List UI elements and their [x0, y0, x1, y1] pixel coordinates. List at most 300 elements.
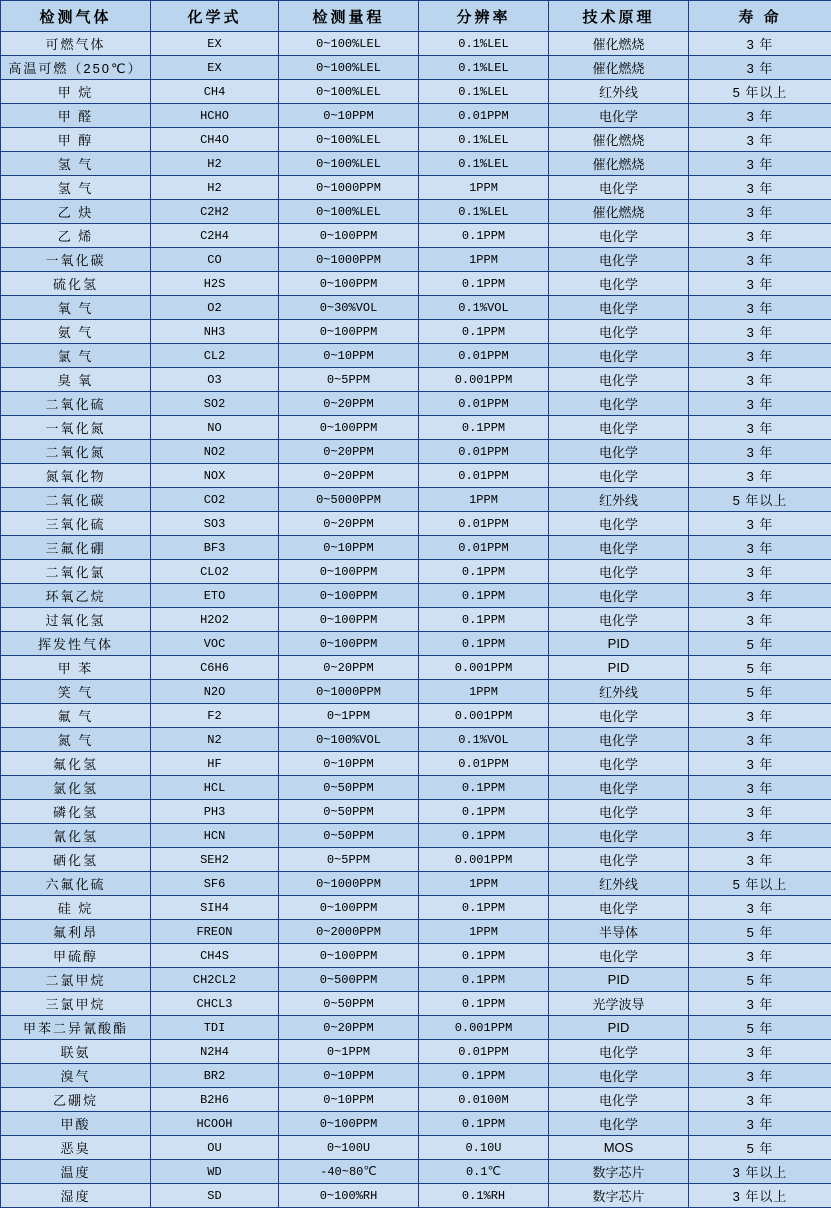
table-row: [1, 776, 831, 800]
cell-gas: 氨 气: [1, 320, 151, 344]
cell-resolution: 0.1%LEL: [419, 56, 549, 80]
cell-formula: PH3: [151, 800, 279, 824]
table-row: [1, 32, 831, 56]
cell-principle: 电化学: [549, 368, 689, 392]
cell-principle: 电化学: [549, 1064, 689, 1088]
cell-formula: C2H2: [151, 200, 279, 224]
cell-lifetime: 3 年: [689, 800, 831, 824]
cell-lifetime: 5 年以上: [689, 488, 831, 512]
cell-principle: 电化学: [549, 560, 689, 584]
cell-lifetime: 3 年: [689, 392, 831, 416]
cell-resolution: 0.01PPM: [419, 344, 549, 368]
cell-range: -40~80℃: [279, 1160, 419, 1184]
cell-principle: 红外线: [549, 488, 689, 512]
cell-lifetime: 5 年: [689, 680, 831, 704]
table-row: [1, 752, 831, 776]
cell-lifetime: 3 年: [689, 1040, 831, 1064]
cell-gas: 一氧化碳: [1, 248, 151, 272]
cell-lifetime: 3 年: [689, 296, 831, 320]
cell-formula: CO: [151, 248, 279, 272]
cell-lifetime: 3 年: [689, 704, 831, 728]
cell-range: 0~30%VOL: [279, 296, 419, 320]
cell-range: 0~100%LEL: [279, 128, 419, 152]
cell-principle: PID: [549, 632, 689, 656]
cell-principle: 电化学: [549, 896, 689, 920]
cell-resolution: 0.001PPM: [419, 704, 549, 728]
cell-resolution: 1PPM: [419, 176, 549, 200]
cell-lifetime: 5 年: [689, 1136, 831, 1160]
cell-range: 0~100PPM: [279, 632, 419, 656]
cell-range: 0~20PPM: [279, 512, 419, 536]
cell-range: 0~500PPM: [279, 968, 419, 992]
cell-lifetime: 3 年: [689, 560, 831, 584]
table-row: [1, 368, 831, 392]
cell-lifetime: 3 年: [689, 344, 831, 368]
cell-gas: 一氧化氮: [1, 416, 151, 440]
cell-principle: 电化学: [549, 320, 689, 344]
table-row: [1, 896, 831, 920]
cell-gas: 氮氧化物: [1, 464, 151, 488]
cell-gas: 乙硼烷: [1, 1088, 151, 1112]
cell-resolution: 0.001PPM: [419, 368, 549, 392]
cell-resolution: 1PPM: [419, 920, 549, 944]
table-row: [1, 560, 831, 584]
cell-principle: PID: [549, 968, 689, 992]
cell-gas: 甲 苯: [1, 656, 151, 680]
cell-principle: 催化燃烧: [549, 152, 689, 176]
cell-range: 0~10PPM: [279, 344, 419, 368]
table-row: [1, 344, 831, 368]
cell-range: 0~20PPM: [279, 1016, 419, 1040]
cell-range: 0~100%RH: [279, 1184, 419, 1208]
cell-principle: 电化学: [549, 584, 689, 608]
cell-formula: SO3: [151, 512, 279, 536]
cell-gas: 氟利昂: [1, 920, 151, 944]
table-row: [1, 248, 831, 272]
cell-principle: 电化学: [549, 392, 689, 416]
cell-resolution: 0.01PPM: [419, 752, 549, 776]
cell-range: 0~1000PPM: [279, 248, 419, 272]
cell-formula: CLO2: [151, 560, 279, 584]
cell-formula: CH4O: [151, 128, 279, 152]
cell-formula: CO2: [151, 488, 279, 512]
cell-principle: 电化学: [549, 512, 689, 536]
cell-lifetime: 5 年: [689, 920, 831, 944]
cell-lifetime: 3 年: [689, 992, 831, 1016]
cell-formula: O2: [151, 296, 279, 320]
table-row: [1, 584, 831, 608]
cell-lifetime: 3 年: [689, 176, 831, 200]
cell-formula: VOC: [151, 632, 279, 656]
cell-range: 0~1PPM: [279, 704, 419, 728]
cell-gas: 二氧化氮: [1, 440, 151, 464]
cell-lifetime: 5 年: [689, 656, 831, 680]
cell-lifetime: 3 年: [689, 248, 831, 272]
table-row: [1, 80, 831, 104]
cell-resolution: 0.1%LEL: [419, 128, 549, 152]
cell-principle: 电化学: [549, 776, 689, 800]
cell-resolution: 0.0100M: [419, 1088, 549, 1112]
cell-gas: 硒化氢: [1, 848, 151, 872]
table-row: [1, 1136, 831, 1160]
cell-gas: 氢 气: [1, 152, 151, 176]
cell-resolution: 0.1PPM: [419, 824, 549, 848]
cell-resolution: 0.1PPM: [419, 560, 549, 584]
table-row: [1, 848, 831, 872]
cell-lifetime: 5 年以上: [689, 80, 831, 104]
cell-formula: CH4: [151, 80, 279, 104]
cell-range: 0~1000PPM: [279, 680, 419, 704]
cell-range: 0~100PPM: [279, 584, 419, 608]
cell-gas: 甲 醇: [1, 128, 151, 152]
cell-gas: 硫化氢: [1, 272, 151, 296]
cell-gas: 二氧化氯: [1, 560, 151, 584]
cell-resolution: 0.1PPM: [419, 1064, 549, 1088]
cell-formula: F2: [151, 704, 279, 728]
column-header-principle: 技术原理: [549, 1, 689, 32]
cell-resolution: 0.1%VOL: [419, 728, 549, 752]
cell-resolution: 0.1%RH: [419, 1184, 549, 1208]
cell-gas: 硅 烷: [1, 896, 151, 920]
table-row: [1, 296, 831, 320]
cell-gas: 恶臭: [1, 1136, 151, 1160]
cell-formula: BR2: [151, 1064, 279, 1088]
cell-formula: WD: [151, 1160, 279, 1184]
cell-gas: 甲硫醇: [1, 944, 151, 968]
cell-lifetime: 3 年: [689, 368, 831, 392]
cell-lifetime: 3 年: [689, 440, 831, 464]
cell-gas: 氟化氢: [1, 752, 151, 776]
cell-resolution: 1PPM: [419, 872, 549, 896]
table-row: [1, 1016, 831, 1040]
table-row: [1, 56, 831, 80]
cell-gas: 甲苯二异氰酸酯: [1, 1016, 151, 1040]
cell-gas: 氧 气: [1, 296, 151, 320]
cell-principle: 电化学: [549, 464, 689, 488]
cell-gas: 可燃气体: [1, 32, 151, 56]
cell-resolution: 0.1%LEL: [419, 32, 549, 56]
cell-resolution: 0.1PPM: [419, 896, 549, 920]
cell-resolution: 1PPM: [419, 248, 549, 272]
cell-range: 0~100PPM: [279, 416, 419, 440]
cell-gas: 笑 气: [1, 680, 151, 704]
cell-lifetime: 3 年: [689, 752, 831, 776]
table-row: [1, 992, 831, 1016]
column-header-formula: 化学式: [151, 1, 279, 32]
cell-lifetime: 3 年: [689, 824, 831, 848]
cell-gas: 二氧化硫: [1, 392, 151, 416]
cell-lifetime: 3 年: [689, 104, 831, 128]
cell-resolution: 0.1PPM: [419, 992, 549, 1016]
table-row: [1, 488, 831, 512]
cell-principle: 电化学: [549, 104, 689, 128]
cell-resolution: 0.1PPM: [419, 272, 549, 296]
cell-gas: 二氧化碳: [1, 488, 151, 512]
cell-resolution: 0.1%LEL: [419, 152, 549, 176]
cell-formula: SO2: [151, 392, 279, 416]
cell-range: 0~5000PPM: [279, 488, 419, 512]
cell-gas: 溴气: [1, 1064, 151, 1088]
cell-gas: 三氧化硫: [1, 512, 151, 536]
cell-range: 0~100PPM: [279, 272, 419, 296]
cell-resolution: 0.001PPM: [419, 656, 549, 680]
table-row: [1, 1088, 831, 1112]
cell-formula: OU: [151, 1136, 279, 1160]
table-row: [1, 104, 831, 128]
cell-formula: N2H4: [151, 1040, 279, 1064]
cell-principle: 电化学: [549, 416, 689, 440]
cell-resolution: 0.01PPM: [419, 536, 549, 560]
cell-principle: 电化学: [549, 608, 689, 632]
cell-resolution: 0.01PPM: [419, 1040, 549, 1064]
cell-principle: 红外线: [549, 680, 689, 704]
cell-formula: EX: [151, 56, 279, 80]
cell-range: 0~10PPM: [279, 752, 419, 776]
cell-principle: 电化学: [549, 752, 689, 776]
cell-lifetime: 3 年以上: [689, 1184, 831, 1208]
cell-lifetime: 3 年: [689, 416, 831, 440]
cell-range: 0~20PPM: [279, 392, 419, 416]
cell-range: 0~50PPM: [279, 776, 419, 800]
cell-formula: N2O: [151, 680, 279, 704]
cell-range: 0~5PPM: [279, 848, 419, 872]
cell-principle: 电化学: [549, 272, 689, 296]
cell-formula: H2O2: [151, 608, 279, 632]
cell-gas: 乙 烯: [1, 224, 151, 248]
cell-principle: 红外线: [549, 80, 689, 104]
table-row: [1, 272, 831, 296]
table-row: [1, 392, 831, 416]
cell-formula: CH2CL2: [151, 968, 279, 992]
cell-lifetime: 3 年: [689, 1088, 831, 1112]
cell-gas: 臭 氧: [1, 368, 151, 392]
cell-resolution: 1PPM: [419, 488, 549, 512]
cell-lifetime: 3 年: [689, 944, 831, 968]
cell-principle: 电化学: [549, 848, 689, 872]
table-row: [1, 608, 831, 632]
cell-formula: NOX: [151, 464, 279, 488]
cell-formula: B2H6: [151, 1088, 279, 1112]
cell-gas: 挥发性气体: [1, 632, 151, 656]
cell-formula: N2: [151, 728, 279, 752]
cell-formula: ETO: [151, 584, 279, 608]
table-row: [1, 656, 831, 680]
cell-gas: 磷化氢: [1, 800, 151, 824]
cell-formula: TDI: [151, 1016, 279, 1040]
cell-gas: 氯化氢: [1, 776, 151, 800]
cell-lifetime: 5 年以上: [689, 872, 831, 896]
cell-gas: 过氧化氢: [1, 608, 151, 632]
cell-lifetime: 3 年: [689, 776, 831, 800]
cell-lifetime: 3 年: [689, 464, 831, 488]
table-row: [1, 968, 831, 992]
table-row: [1, 824, 831, 848]
cell-principle: 电化学: [549, 296, 689, 320]
cell-resolution: 0.1PPM: [419, 944, 549, 968]
table-body: [1, 32, 831, 1208]
cell-principle: 电化学: [549, 944, 689, 968]
cell-lifetime: 3 年: [689, 320, 831, 344]
cell-lifetime: 5 年: [689, 968, 831, 992]
cell-range: 0~20PPM: [279, 440, 419, 464]
table-row: [1, 704, 831, 728]
table-row: [1, 1064, 831, 1088]
cell-principle: 红外线: [549, 872, 689, 896]
cell-gas: 湿度: [1, 1184, 151, 1208]
cell-gas: 氢 气: [1, 176, 151, 200]
cell-formula: FREON: [151, 920, 279, 944]
cell-resolution: 0.1%LEL: [419, 200, 549, 224]
cell-lifetime: 3 年: [689, 152, 831, 176]
cell-gas: 温度: [1, 1160, 151, 1184]
cell-principle: 电化学: [549, 1088, 689, 1112]
cell-range: 0~50PPM: [279, 800, 419, 824]
cell-principle: 光学波导: [549, 992, 689, 1016]
cell-formula: HCL: [151, 776, 279, 800]
cell-lifetime: 3 年: [689, 200, 831, 224]
cell-resolution: 0.1PPM: [419, 632, 549, 656]
cell-gas: 环氧乙烷: [1, 584, 151, 608]
cell-gas: 甲 烷: [1, 80, 151, 104]
cell-resolution: 0.01PPM: [419, 512, 549, 536]
cell-gas: 氟 气: [1, 704, 151, 728]
cell-gas: 甲酸: [1, 1112, 151, 1136]
cell-resolution: 0.10U: [419, 1136, 549, 1160]
cell-principle: 半导体: [549, 920, 689, 944]
table-row: [1, 800, 831, 824]
cell-range: 0~100%LEL: [279, 152, 419, 176]
table-row: [1, 320, 831, 344]
cell-formula: C6H6: [151, 656, 279, 680]
cell-formula: SIH4: [151, 896, 279, 920]
cell-gas: 氰化氢: [1, 824, 151, 848]
table-row: [1, 1112, 831, 1136]
cell-range: 0~10PPM: [279, 1088, 419, 1112]
table-row: [1, 872, 831, 896]
cell-resolution: 0.01PPM: [419, 392, 549, 416]
cell-principle: 电化学: [549, 176, 689, 200]
cell-range: 0~100%LEL: [279, 200, 419, 224]
cell-formula: SD: [151, 1184, 279, 1208]
cell-formula: HCHO: [151, 104, 279, 128]
cell-range: 0~100PPM: [279, 608, 419, 632]
table-row: [1, 1040, 831, 1064]
cell-lifetime: 3 年: [689, 128, 831, 152]
cell-principle: 催化燃烧: [549, 32, 689, 56]
cell-resolution: 0.01PPM: [419, 440, 549, 464]
cell-range: 0~100%LEL: [279, 32, 419, 56]
cell-formula: C2H4: [151, 224, 279, 248]
cell-lifetime: 5 年: [689, 1016, 831, 1040]
cell-lifetime: 3 年: [689, 584, 831, 608]
column-header-gas: 检测气体: [1, 1, 151, 32]
cell-gas: 二氯甲烷: [1, 968, 151, 992]
cell-resolution: 1PPM: [419, 680, 549, 704]
cell-gas: 甲 醛: [1, 104, 151, 128]
cell-lifetime: 3 年以上: [689, 1160, 831, 1184]
cell-gas: 氮 气: [1, 728, 151, 752]
cell-lifetime: 3 年: [689, 32, 831, 56]
column-header-range: 检测量程: [279, 1, 419, 32]
cell-principle: 电化学: [549, 728, 689, 752]
cell-range: 0~100%VOL: [279, 728, 419, 752]
cell-formula: NO: [151, 416, 279, 440]
cell-formula: EX: [151, 32, 279, 56]
cell-range: 0~1000PPM: [279, 872, 419, 896]
cell-resolution: 0.1PPM: [419, 1112, 549, 1136]
cell-resolution: 0.1PPM: [419, 608, 549, 632]
cell-formula: H2: [151, 152, 279, 176]
cell-formula: SF6: [151, 872, 279, 896]
cell-gas: 联氨: [1, 1040, 151, 1064]
cell-resolution: 0.1℃: [419, 1160, 549, 1184]
cell-gas: 三氟化硼: [1, 536, 151, 560]
cell-resolution: 0.1PPM: [419, 320, 549, 344]
table-row: [1, 920, 831, 944]
cell-principle: PID: [549, 1016, 689, 1040]
cell-principle: 电化学: [549, 1112, 689, 1136]
cell-resolution: 0.1PPM: [419, 584, 549, 608]
cell-range: 0~100%LEL: [279, 80, 419, 104]
cell-formula: BF3: [151, 536, 279, 560]
cell-range: 0~10PPM: [279, 1064, 419, 1088]
cell-range: 0~2000PPM: [279, 920, 419, 944]
cell-lifetime: 3 年: [689, 536, 831, 560]
cell-formula: CH4S: [151, 944, 279, 968]
cell-lifetime: 3 年: [689, 608, 831, 632]
cell-range: 0~10PPM: [279, 104, 419, 128]
cell-principle: 电化学: [549, 800, 689, 824]
cell-formula: HCOOH: [151, 1112, 279, 1136]
table-header-row: [1, 1, 831, 32]
cell-range: 0~1PPM: [279, 1040, 419, 1064]
cell-lifetime: 3 年: [689, 1112, 831, 1136]
table-row: [1, 128, 831, 152]
cell-resolution: 0.1PPM: [419, 416, 549, 440]
cell-lifetime: 3 年: [689, 56, 831, 80]
cell-range: 0~100U: [279, 1136, 419, 1160]
table-row: [1, 632, 831, 656]
cell-principle: 催化燃烧: [549, 128, 689, 152]
cell-range: 0~20PPM: [279, 464, 419, 488]
cell-principle: 电化学: [549, 1040, 689, 1064]
table-row: [1, 464, 831, 488]
cell-gas: 高温可燃（250℃）: [1, 56, 151, 80]
cell-formula: O3: [151, 368, 279, 392]
cell-lifetime: 3 年: [689, 848, 831, 872]
cell-resolution: 0.1%VOL: [419, 296, 549, 320]
cell-gas: 氯 气: [1, 344, 151, 368]
cell-principle: 电化学: [549, 248, 689, 272]
cell-resolution: 0.1%LEL: [419, 80, 549, 104]
cell-formula: CL2: [151, 344, 279, 368]
cell-principle: 电化学: [549, 704, 689, 728]
cell-principle: 数字芯片: [549, 1184, 689, 1208]
table-row: [1, 512, 831, 536]
cell-range: 0~100PPM: [279, 320, 419, 344]
cell-formula: NH3: [151, 320, 279, 344]
cell-principle: 电化学: [549, 344, 689, 368]
cell-lifetime: 3 年: [689, 896, 831, 920]
cell-principle: 催化燃烧: [549, 56, 689, 80]
table-row: [1, 200, 831, 224]
cell-range: 0~100PPM: [279, 896, 419, 920]
table-row: [1, 944, 831, 968]
cell-principle: 电化学: [549, 824, 689, 848]
cell-formula: NO2: [151, 440, 279, 464]
table-row: [1, 728, 831, 752]
table-row: [1, 440, 831, 464]
